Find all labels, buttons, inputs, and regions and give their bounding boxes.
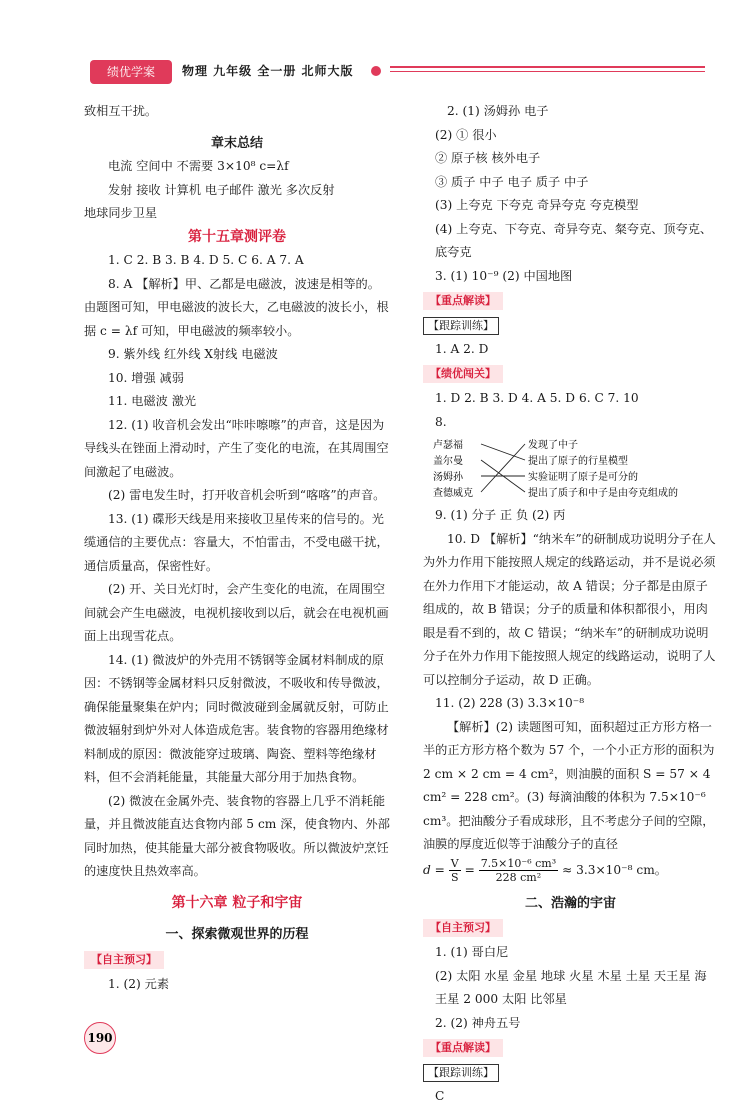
match-left-item: 卢瑟福 bbox=[433, 438, 463, 451]
series-badge: 绩优学案 bbox=[90, 60, 172, 84]
paragraph: ② 原子核 核外电子 bbox=[423, 147, 718, 171]
chapter-test-heading: 第十五章测评卷 bbox=[84, 226, 390, 250]
match-left-item: 汤姆孙 bbox=[433, 470, 464, 483]
section-tag: 【重点解读】 bbox=[423, 1039, 503, 1057]
paragraph: 地球同步卫星 bbox=[84, 202, 390, 226]
match-line bbox=[481, 444, 525, 460]
fraction bbox=[449, 857, 461, 884]
formula bbox=[423, 857, 718, 884]
section-tag: 【自主预习】 bbox=[84, 951, 164, 969]
section-heading: 章末总结 bbox=[84, 132, 390, 156]
paragraph: (2) 雷电发生时，打开收音机会听到“喀喀”的声音。 bbox=[84, 484, 390, 508]
formula-equals: = bbox=[461, 863, 479, 877]
fraction-denominator: S bbox=[449, 871, 461, 884]
section-heading: 一、探索微观世界的历程 bbox=[84, 923, 390, 947]
paragraph: 1. C 2. B 3. B 4. D 5. C 6. A 7. A bbox=[84, 249, 390, 273]
paragraph: (3) 上夸克 下夸克 奇异夸克 夸克模型 bbox=[423, 194, 718, 218]
match-right-item: 实验证明了原子是可分的 bbox=[528, 470, 638, 483]
paragraph: (2) 太阳 水星 金星 地球 火星 木星 土星 天王星 海王星 2 000 太阳 比邻星 bbox=[423, 965, 718, 1012]
formula-result: ≈ 3.3×10⁻⁸ cm。 bbox=[558, 863, 667, 877]
paragraph: 电流 空间中 不需要 3×10⁸ c=λf bbox=[84, 155, 390, 179]
paragraph: 10. D 【解析】“纳米车”的研制成功说明分子在人为外力作用下能按照人规定的线路运动，并不是说必须在外力作用下才能运动，故 A 错误；分子都是由原子组成的，故 B 错误；分子的质量和体积都很小，用肉眼是看不到的，故 C 错误；“纳米车”的研制成功说明分子在外力作用下能按照人规定的线路运动，说明了人可以控制分子运动，故 D 正确。 bbox=[423, 528, 718, 693]
header-dot-icon bbox=[371, 66, 381, 76]
section-tag: 【绩优闯关】 bbox=[423, 365, 503, 383]
paragraph: C bbox=[423, 1085, 718, 1108]
boxed-label: 【跟踪训练】 bbox=[423, 1064, 499, 1082]
paragraph: 【解析】(2) 读题图可知，面积超过正方形方格一半的正方形方格个数为 57 个，一个小正方形的面积为 2 cm × 2 cm = 4 cm²，则油膜的面积 S = 57 × 4 cm² = 228 cm²。(3) 每滴油酸的体积为 7.5×10⁻⁶ cm³。把油酸分子看成球形，且不考虑分子间的空隙，油膜的厚度近似等于油酸分子的直径 bbox=[423, 716, 718, 857]
match-left-item: 查德威克 bbox=[433, 486, 473, 499]
section-tag: 【自主预习】 bbox=[423, 919, 503, 937]
paragraph: 1. A 2. D bbox=[423, 338, 718, 362]
paragraph: 12. (1) 收音机会发出“咔咔嚓嚓”的声音，这是因为导线头在锉面上滑动时，产生了变化的电流，在其周围空间激起了电磁波。 bbox=[84, 414, 390, 485]
header-rule-thin bbox=[390, 71, 705, 72]
match-left-item: 盖尔曼 bbox=[433, 454, 463, 467]
fraction bbox=[479, 857, 558, 884]
left-column bbox=[84, 100, 390, 996]
match-line bbox=[481, 444, 525, 492]
formula-lhs: d = bbox=[423, 863, 449, 877]
paragraph: 14. (1) 微波炉的外壳用不锈钢等金属材料制成的原因：不锈钢等金属材料只反射微波，不吸收和传导微波，确保能量聚集在炉内；同时微波碰到金属就反射，可防止微波辐射到炉外对人体造成危害。装食物的容器用绝缘材料制成的原因：微波能穿过玻璃、陶瓷、塑料等绝缘材料，但不会消耗能量，其能量大部分用于加热食物。 bbox=[84, 649, 390, 790]
paragraph: 致相互干扰。 bbox=[84, 100, 390, 124]
fraction-numerator: V bbox=[449, 857, 461, 871]
paragraph: 2. (1) 汤姆孙 电子 bbox=[423, 100, 718, 124]
paragraph: 2. (2) 神舟五号 bbox=[423, 1012, 718, 1036]
right-column bbox=[423, 100, 718, 1108]
section-heading: 二、浩瀚的宇宙 bbox=[423, 892, 718, 916]
matching-diagram bbox=[423, 434, 718, 504]
match-right-item: 发现了中子 bbox=[528, 438, 578, 451]
paragraph: 1. (1) 哥白尼 bbox=[423, 941, 718, 965]
fraction-denominator: 228 cm² bbox=[479, 871, 558, 884]
match-right-item: 提出了原子的行星模型 bbox=[528, 454, 628, 467]
page-number: 190 bbox=[84, 1022, 116, 1054]
paragraph: 1. (2) 元素 bbox=[84, 973, 390, 997]
paragraph: 13. (1) 碟形天线是用来接收卫星传来的信号的。光缆通信的主要优点：容量大，不怕雷击，不受电磁干扰，通信质量高，保密性好。 bbox=[84, 508, 390, 579]
fraction-numerator: 7.5×10⁻⁶ cm³ bbox=[479, 857, 558, 871]
header-title: 物理 九年级 全一册 北师大版 bbox=[182, 62, 354, 79]
header-rule bbox=[390, 66, 705, 68]
section-tag: 【重点解读】 bbox=[423, 292, 503, 310]
chapter-heading: 第十六章 粒子和宇宙 bbox=[84, 892, 390, 916]
paragraph: 发射 接收 计算机 电子邮件 激光 多次反射 bbox=[84, 179, 390, 203]
paragraph: 3. (1) 10⁻⁹ (2) 中国地图 bbox=[423, 265, 718, 289]
paragraph: 1. D 2. B 3. D 4. A 5. D 6. C 7. 10 bbox=[423, 387, 718, 411]
paragraph: 11. (2) 228 (3) 3.3×10⁻⁸ bbox=[423, 692, 718, 716]
match-right-item: 提出了质子和中子是由夸克组成的 bbox=[528, 486, 678, 499]
paragraph: (2) 开、关日光灯时，会产生变化的电流，在周围空间就会产生电磁波，电视机接收到以后，就会在电视机画面上出现雪花点。 bbox=[84, 578, 390, 649]
paragraph: 8. A 【解析】甲、乙都是电磁波，波速是相等的。由题图可知，甲电磁波的波长大，乙电磁波的波长小，根据 c = λf 可知，甲电磁波的频率较小。 bbox=[84, 273, 390, 344]
paragraph: 11. 电磁波 激光 bbox=[84, 390, 390, 414]
boxed-label: 【跟踪训练】 bbox=[423, 317, 499, 335]
paragraph: ③ 质子 中子 电子 质子 中子 bbox=[423, 171, 718, 195]
paragraph: (2) ① 很小 bbox=[423, 124, 718, 148]
paragraph: 10. 增强 减弱 bbox=[84, 367, 390, 391]
paragraph: 9. 紫外线 红外线 X射线 电磁波 bbox=[84, 343, 390, 367]
paragraph: (2) 微波在金属外壳、装食物的容器上几乎不消耗能量，并且微波能直达食物内部 5 cm 深，使食物内、外部同时加热，使其能量大部分被食物吸收。所以微波炉烹饪的速度快且热效率高。 bbox=[84, 790, 390, 884]
paragraph: (4) 上夸克、下夸克、奇异夸克、粲夸克、顶夸克、底夸克 bbox=[423, 218, 718, 265]
paragraph: 8. bbox=[423, 411, 718, 435]
paragraph: 9. (1) 分子 正 负 (2) 丙 bbox=[423, 504, 718, 528]
